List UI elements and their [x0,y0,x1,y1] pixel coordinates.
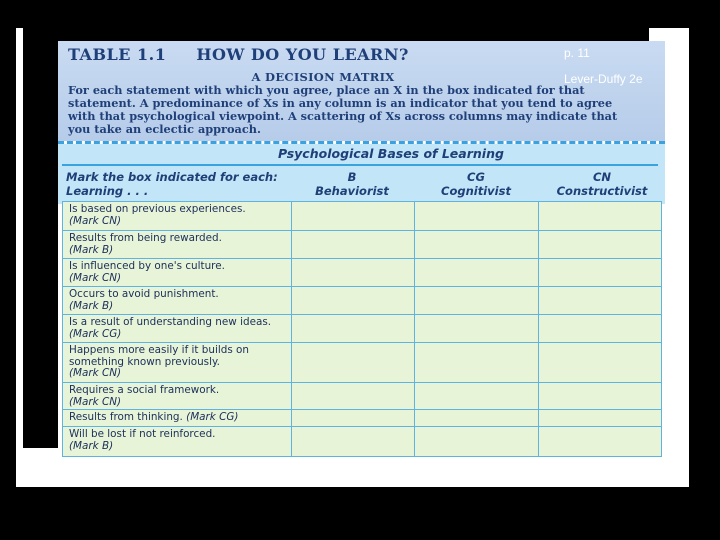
answer-box-behaviorist[interactable] [292,202,415,231]
statement-mark: (Mark CG) [186,411,239,423]
column-name: Constructivist [556,184,648,198]
statement-text: Is influenced by one's culture. [69,260,225,272]
answer-box-cognitivist[interactable] [415,427,538,457]
table-title [68,45,409,64]
table-question: HOW DO YOU LEARN? [196,45,409,64]
answer-box-cognitivist[interactable] [415,259,538,287]
answer-box-cognitivist[interactable] [415,343,538,383]
answer-box-cognitivist[interactable] [415,383,538,410]
source-reference: Lever-Duffy 2e [564,72,643,86]
statement-mark: (Mark CN) [69,395,122,408]
column-header-cognitivist [414,170,538,198]
answer-box-behaviorist[interactable] [292,287,415,315]
table-row [63,383,662,410]
answer-box-constructivist[interactable] [538,231,661,259]
answer-box-constructivist[interactable] [538,343,661,383]
first-column-header [66,170,278,198]
answer-box-behaviorist[interactable] [292,383,415,410]
table-row [63,287,662,315]
statement-mark: (Mark B) [69,299,114,312]
answer-box-constructivist[interactable] [538,383,661,410]
band-rule [62,164,658,166]
column-code: CG [467,170,485,184]
statement-cell [63,343,292,383]
statement-text: Will be lost if not reinforced. [69,428,216,440]
answer-box-cognitivist[interactable] [415,287,538,315]
column-name: Cognitivist [441,184,511,198]
table-instructions: For each statement with which you agree, place an X in the box indicated for that statement. A predominance of Xs in any column is an indicator that you tend to agree with that psychological viewpoint. A scattering of Xs across columns may indicate that you take an eclectic approach. [68,83,618,136]
statement-cell [63,231,292,259]
statement-text: Occurs to avoid punishment. [69,288,219,300]
column-name: Behaviorist [315,184,389,198]
answer-box-constructivist[interactable] [538,427,661,457]
first-column-header-line-2: Learning . . . [66,184,149,198]
statement-mark: (Mark CG) [69,327,122,340]
table-subtitle: A DECISION MATRIX [251,70,395,84]
statement-text: Requires a social framework. [69,384,220,396]
statement-mark: (Mark B) [69,439,114,452]
statement-mark: (Mark CN) [69,271,122,284]
answer-box-cognitivist[interactable] [415,231,538,259]
statement-cell [63,383,292,410]
table-row [63,202,662,231]
answer-box-cognitivist[interactable] [415,410,538,427]
statement-cell [63,287,292,315]
statement-text: Happens more easily if it builds on something known previously. [69,344,250,368]
column-code: CN [592,170,612,184]
answer-box-cognitivist[interactable] [415,202,538,231]
answer-box-behaviorist[interactable] [292,315,415,343]
table-row [63,410,662,427]
statement-text: Is a result of understanding new ideas. [69,316,272,328]
answer-box-constructivist[interactable] [538,202,661,231]
statement-text: Results from thinking. [69,411,183,423]
statement-text: Is based on previous experiences. [69,203,246,215]
column-header-band [58,144,665,204]
table-row [63,427,662,457]
table-row [63,259,662,287]
column-header-constructivist [540,170,664,198]
answer-box-behaviorist[interactable] [292,231,415,259]
column-code: B [347,170,357,184]
band-title: Psychological Bases of Learning [278,146,504,161]
answer-box-behaviorist[interactable] [292,427,415,457]
statement-cell [63,259,292,287]
statement-cell [63,202,292,231]
table-row [63,315,662,343]
statement-text: Results from being rewarded. [69,232,222,244]
column-header-behaviorist [290,170,414,198]
answer-box-behaviorist[interactable] [292,410,415,427]
first-column-header-line-1: Mark the box indicated for each: [66,170,278,184]
textbook-table-image [58,41,665,469]
decision-matrix-table [62,201,662,457]
statement-cell [63,315,292,343]
answer-box-constructivist[interactable] [538,259,661,287]
answer-box-constructivist[interactable] [538,315,661,343]
page-reference: p. 11 [564,46,590,60]
table-row [63,231,662,259]
statement-cell [63,427,292,457]
answer-box-behaviorist[interactable] [292,259,415,287]
answer-box-constructivist[interactable] [538,287,661,315]
statement-cell [63,410,292,427]
answer-box-constructivist[interactable] [538,410,661,427]
table-label: TABLE 1.1 [68,45,167,64]
answer-box-cognitivist[interactable] [415,315,538,343]
statement-mark: (Mark CN) [69,214,122,227]
statement-mark: (Mark CN) [69,367,122,379]
answer-box-behaviorist[interactable] [292,343,415,383]
table-row [63,343,662,383]
statement-mark: (Mark B) [69,243,114,256]
